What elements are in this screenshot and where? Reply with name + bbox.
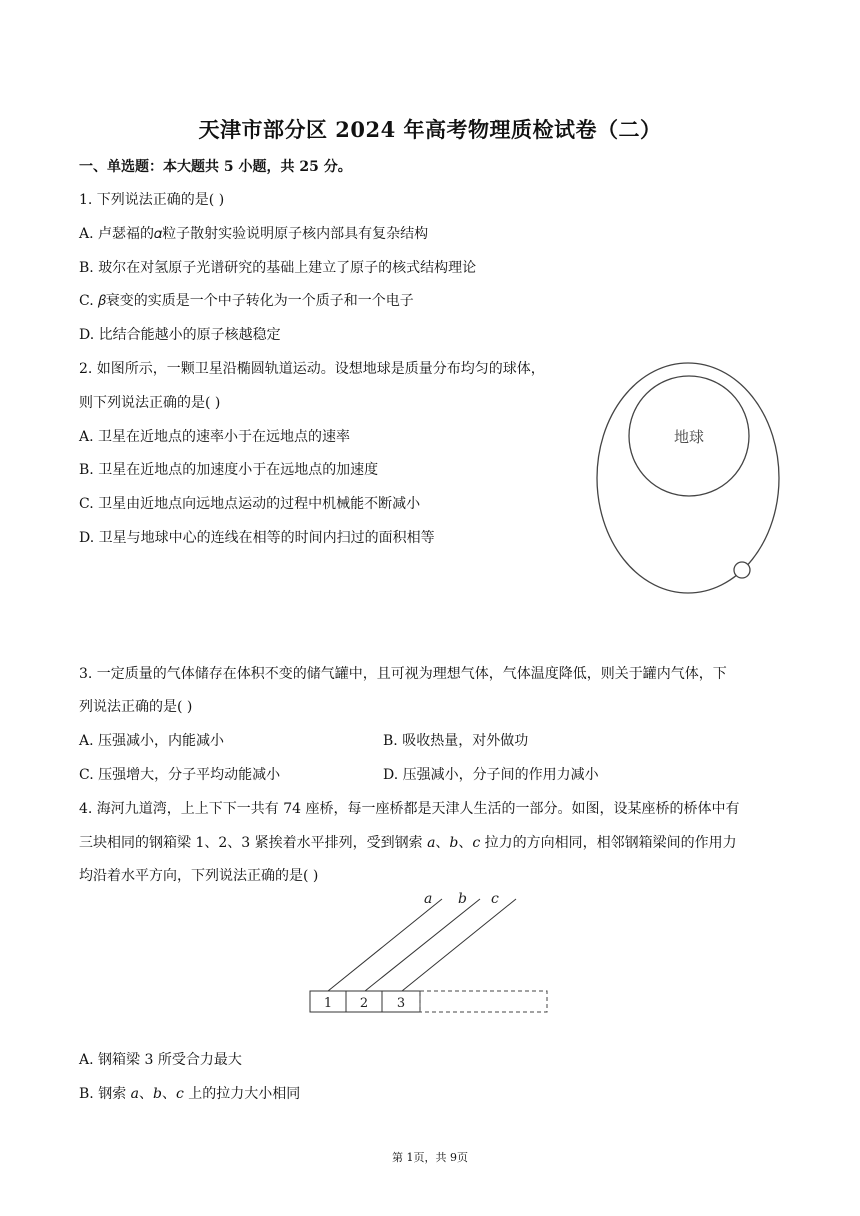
q1-option-b: B. 玻尔在对氢原子光谱研究的基础上建立了原子的核式结构理论 [79, 260, 477, 276]
dashed-girder [420, 991, 547, 1012]
bridge-figure [300, 884, 560, 1019]
q2-option-c: C. 卫星由近地点向远地点运动的过程中机械能不断减小 [79, 496, 421, 512]
q1-stem: 1. 下列说法正确的是( ) [79, 192, 225, 208]
q2-option-a: A. 卫星在近地点的速率小于在远地点的速率 [79, 429, 351, 445]
cable-a-label: 𝑎 [424, 891, 433, 907]
box-1-label: 1 [323, 996, 333, 1011]
q4-option-a: A. 钢箱梁 3 所受合力最大 [79, 1052, 242, 1068]
cable-c-line [402, 899, 516, 991]
satellite [734, 562, 750, 578]
q3-stem-line2: 列说法正确的是( ) [79, 699, 193, 715]
cable-b-label: 𝑏 [458, 891, 467, 907]
q1-option-a: A. 卢瑟福的𝛼粒子散射实验说明原子核内部具有复杂结构 [79, 226, 429, 242]
q1-option-c: C. 𝛽衰变的实质是一个中子转化为一个质子和一个电子 [79, 293, 414, 309]
q1-option-d: D. 比结合能越小的原子核越稳定 [79, 327, 281, 343]
box-2-label: 2 [359, 996, 369, 1011]
section-heading: 一、单选题：本大题共 5 小题，共 25 分。 [79, 159, 352, 175]
q3-option-b: B. 吸收热量，对外做功 [383, 733, 529, 749]
elliptical-orbit [597, 363, 779, 593]
q4-stem-line2: 三块相同的钢箱梁 1、2、3 紧挨着水平排列，受到钢索 𝑎、𝑏、𝑐 拉力的方向相同，相邻钢箱梁间的作用力 [79, 835, 737, 851]
page-footer: 第 1页，共 9页 [392, 1151, 468, 1164]
earth-label: 地球 [673, 428, 705, 446]
q3-stem-line1: 3. 一定质量的气体储存在体积不变的储气罐中，且可视为理想气体，气体温度降低，则关于罐内气体，下 [79, 666, 727, 682]
cable-b-line [365, 899, 480, 991]
cable-c-label: 𝑐 [491, 891, 499, 907]
q4-stem-line1: 4. 海河九道湾，上上下下一共有 74 座桥，每一座桥都是天津人生活的一部分。如图，设某座桥的桥体中有 [79, 801, 740, 817]
q2-stem-line1: 2. 如图所示，一颗卫星沿椭圆轨道运动。设想地球是质量分布均匀的球体， [79, 361, 545, 377]
q2-option-b: B. 卫星在近地点的加速度小于在远地点的加速度 [79, 462, 379, 478]
q4-stem-line3: 均沿着水平方向，下列说法正确的是( ) [79, 868, 319, 884]
q2-option-d: D. 卫星与地球中心的连线在相等的时间内扫过的面积相等 [79, 530, 435, 546]
q3-option-d: D. 压强减小，分子间的作用力减小 [383, 767, 599, 783]
box-3-label: 3 [396, 996, 406, 1011]
q4-option-b: B. 钢索 𝑎、𝑏、𝑐 上的拉力大小相同 [79, 1086, 301, 1102]
orbit-figure [592, 358, 790, 600]
q3-option-c: C. 压强增大，分子平均动能减小 [79, 767, 281, 783]
cable-a-line [328, 899, 442, 991]
q3-option-a: A. 压强减小，内能减小 [79, 733, 225, 749]
page-title: 天津市部分区 2024 年高考物理质检试卷（二） [198, 117, 662, 142]
q2-stem-line2: 则下列说法正确的是( ) [79, 395, 221, 411]
